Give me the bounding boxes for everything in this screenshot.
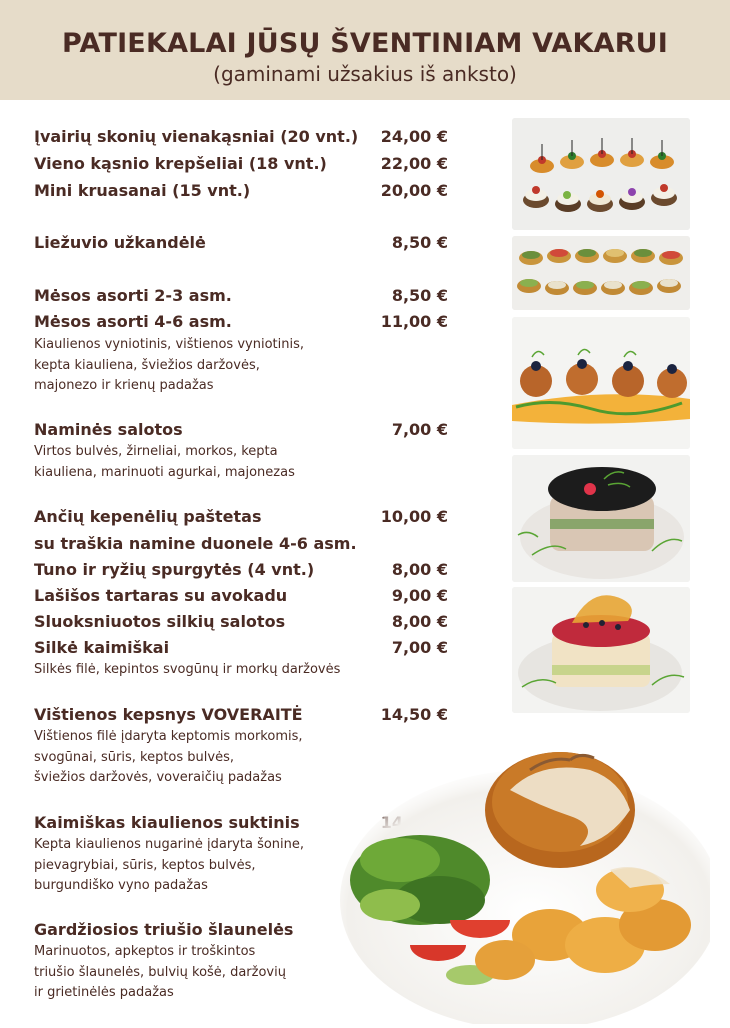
item-price: 7,00 €	[391, 638, 448, 657]
item-price: 24,00 €	[380, 127, 448, 146]
description-line: majonezo ir krienų padažas	[34, 378, 214, 393]
menu-item	[34, 181, 454, 201]
item-name: Vieno kąsnio krepšeliai (18 vnt.)	[34, 154, 327, 173]
item-name: Lašišos tartaras su avokadu	[34, 586, 288, 605]
description-line: Marinuotos, apkeptos ir troškintos	[34, 944, 256, 959]
menu-item	[34, 705, 454, 725]
item-price: 7,00 €	[391, 420, 448, 439]
menu-item	[34, 233, 454, 253]
menu-item	[34, 127, 454, 147]
menu-item	[34, 154, 454, 174]
menu-item	[34, 560, 454, 580]
chicken-dish-photo	[330, 730, 710, 1024]
description-line: svogūnai, sūris, keptos bulvės,	[34, 749, 234, 765]
menu-item	[34, 612, 454, 632]
item-name: Mėsos asorti 2-3 asm.	[34, 286, 232, 305]
item-name: Sluoksniuotos silkių salotos	[34, 612, 286, 631]
description-line: burgundiško vyno padažas	[34, 878, 208, 893]
item-price: 8,00 €	[391, 560, 448, 579]
item-name: Mini kruasanai (15 vnt.)	[34, 181, 251, 200]
item-description	[34, 660, 374, 681]
item-name: Silkė kaimiškai	[34, 638, 170, 657]
tartlets-photo	[512, 236, 690, 310]
description-line: pievagrybiai, sūris, keptos bulvės,	[34, 857, 256, 873]
item-name: Įvairių skonių vienakąsniai (20 vnt.)	[34, 127, 359, 146]
item-price: 22,00 €	[380, 154, 448, 173]
item-description	[34, 335, 354, 397]
item-name: Liežuvio užkandėlė	[34, 233, 206, 252]
description-line: triušio šlaunelės, bulvių košė, daržovių	[34, 964, 286, 980]
menu-item	[34, 586, 454, 606]
item-description	[34, 727, 354, 789]
item-price: 10,00 €	[380, 507, 448, 526]
item-description	[34, 942, 354, 1004]
description-line: Kepta kiaulienos nugarinė įdaryta šonine,	[34, 837, 305, 852]
menu-item	[34, 507, 454, 527]
item-price: 11,00 €	[380, 312, 448, 331]
description-line: ir grietinėlės padažas	[34, 985, 174, 1000]
croquettes-photo	[512, 317, 690, 449]
item-name: su traškia namine duonele 4-6 asm.	[34, 534, 357, 553]
description-line: Silkės filė, kepintos svogūnų ir morkų daržovės	[34, 662, 341, 677]
canapes-photo	[512, 118, 690, 230]
item-price: 9,00 €	[391, 586, 448, 605]
item-name: Vištienos kepsnys VOVERAITĖ	[34, 705, 303, 724]
description-line: Virtos bulvės, žirneliai, morkos, kepta	[34, 444, 278, 459]
menu-item	[34, 286, 454, 306]
herring-salad-photo	[512, 587, 690, 713]
description-line: kiauliena, marinuoti agurkai, majonezas	[34, 464, 295, 480]
item-description	[34, 835, 354, 897]
page-subtitle: (gaminami užsakius iš anksto)	[213, 62, 517, 86]
description-line: Kiaulienos vyniotinis, vištienos vyniotinis,	[34, 337, 304, 352]
item-price: 8,00 €	[391, 612, 448, 631]
item-name: Tuno ir ryžių spurgytės (4 vnt.)	[34, 560, 315, 579]
item-name: Ančių kepenėlių paštetas	[34, 507, 262, 526]
item-description	[34, 442, 354, 483]
item-name: Mėsos asorti 4-6 asm.	[34, 312, 232, 331]
item-name: Naminės salotos	[34, 420, 183, 439]
item-name: Gardžiosios triušio šlaunelės	[34, 920, 294, 939]
item-price: 14,50 €	[380, 705, 448, 724]
pate-photo	[512, 455, 690, 582]
menu-item	[34, 534, 454, 554]
description-line: kepta kiauliena, šviežios daržovės,	[34, 357, 260, 373]
description-line: Vištienos filė įdaryta keptomis morkomis,	[34, 729, 303, 744]
description-line: šviežios daržovės, voveraičių padažas	[34, 770, 282, 785]
item-price: 20,00 €	[380, 181, 448, 200]
menu-item	[34, 420, 454, 440]
item-price: 8,50 €	[391, 233, 448, 252]
menu-item	[34, 638, 454, 658]
item-price: 8,50 €	[391, 286, 448, 305]
menu-item	[34, 312, 454, 332]
item-name: Kaimiškas kiaulienos suktinis	[34, 813, 300, 832]
page-title: PATIEKALAI JŪSŲ ŠVENTINIAM VAKARUI	[61, 28, 669, 59]
